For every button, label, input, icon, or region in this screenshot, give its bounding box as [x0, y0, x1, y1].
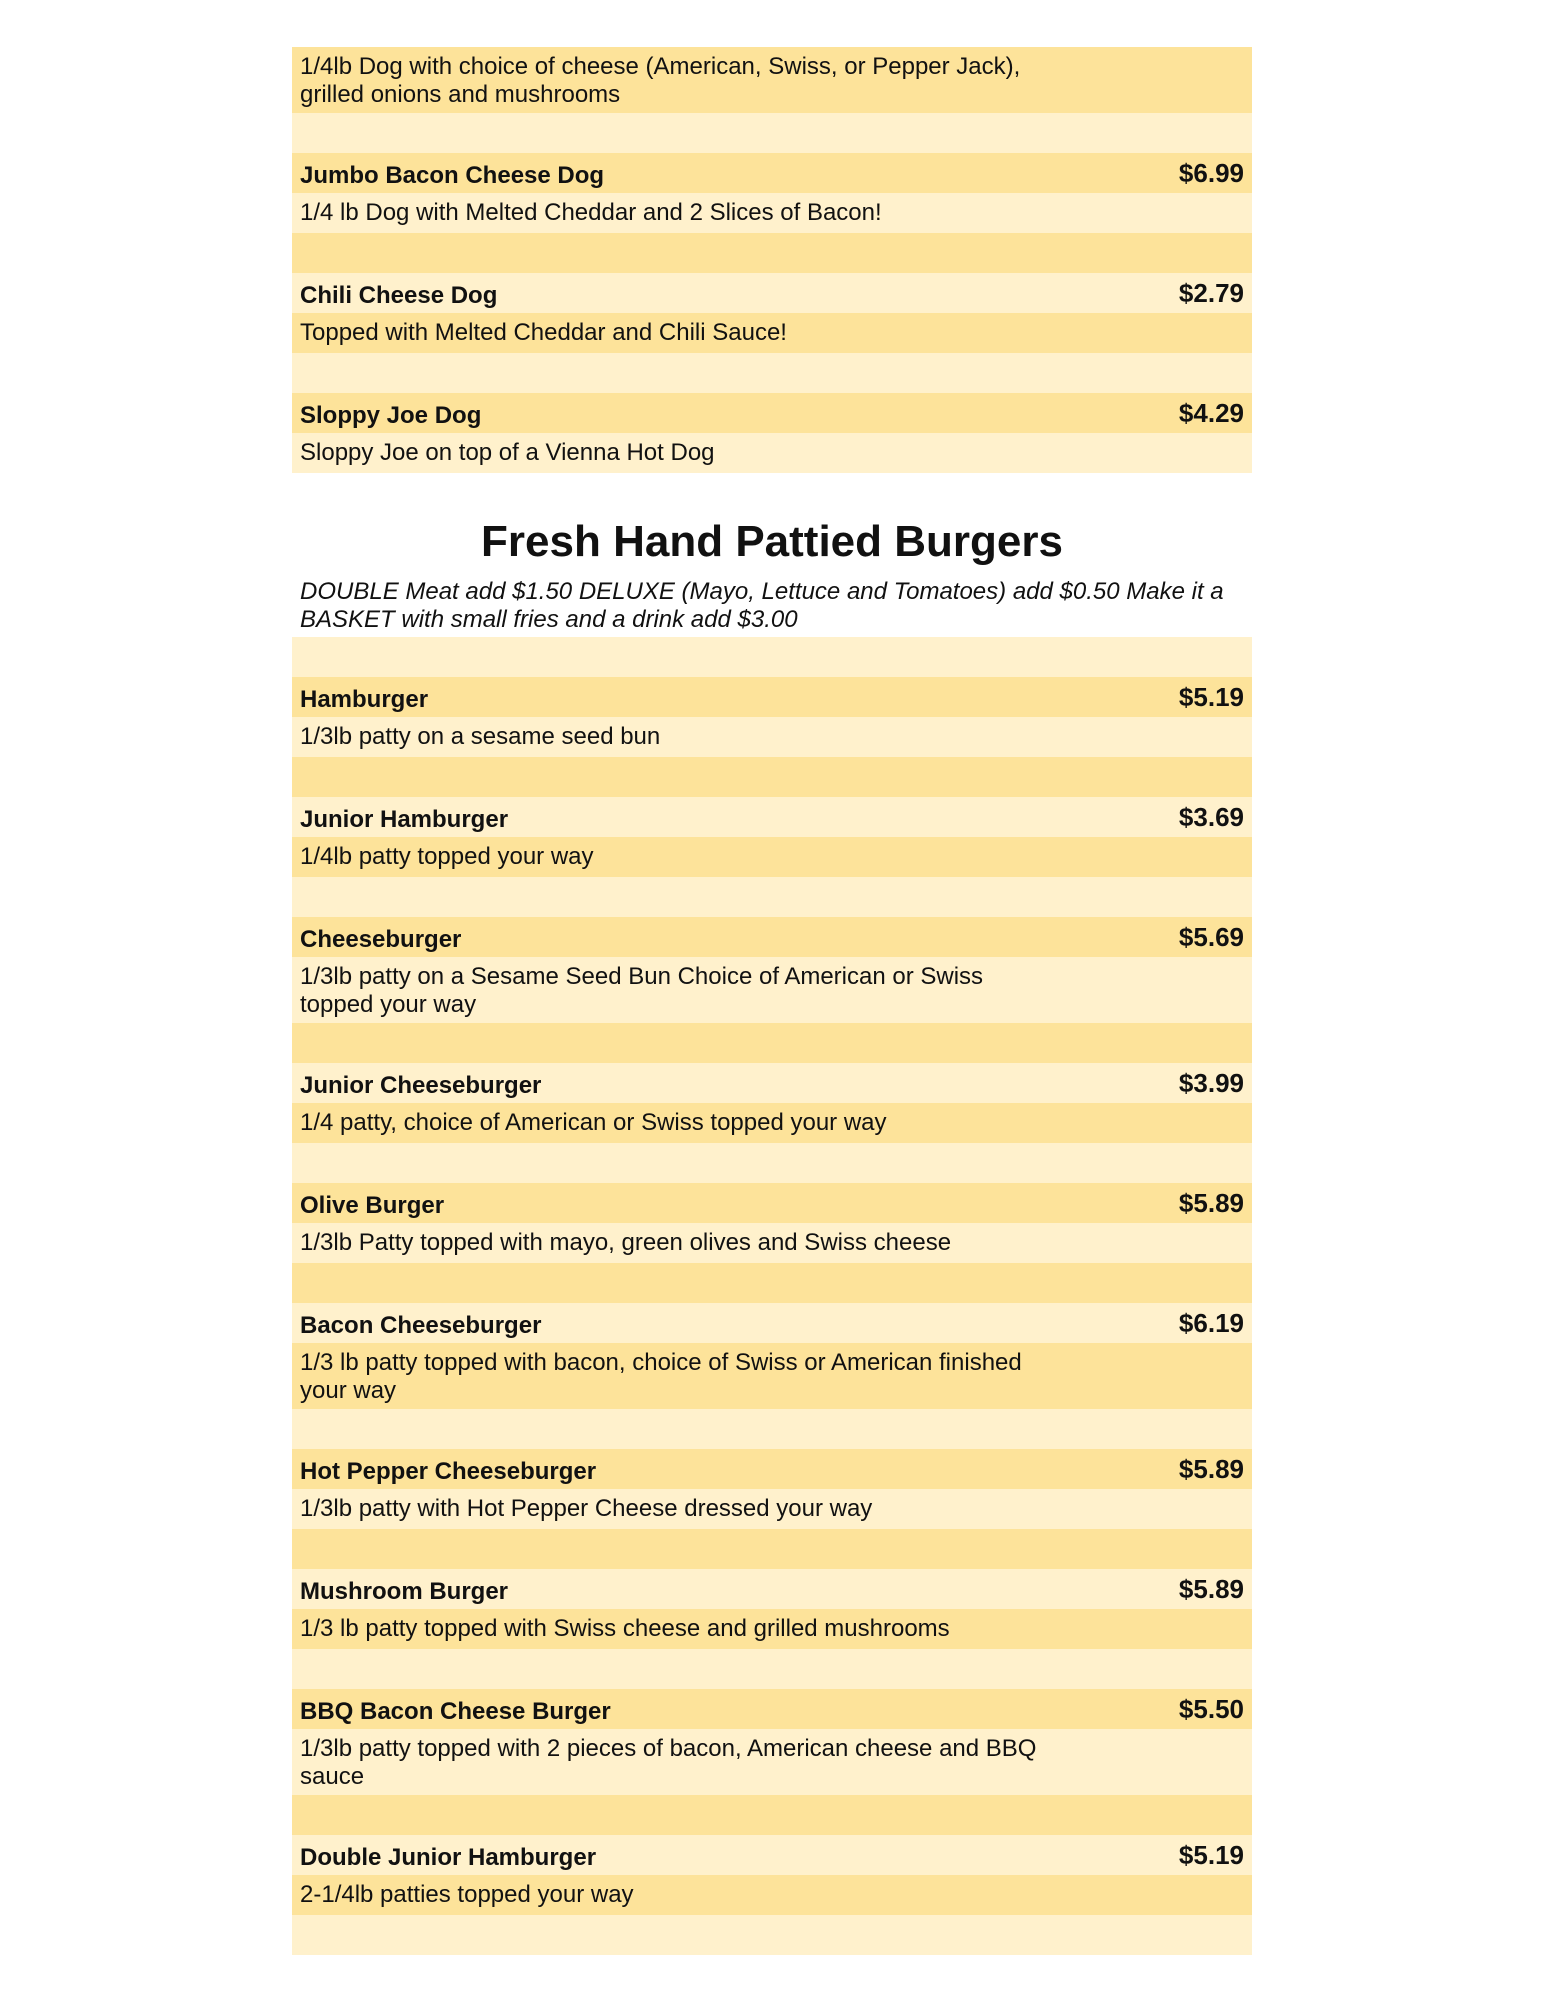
menu-item-mushroom-burger [292, 1569, 1252, 1609]
item-price: $6.99 [1178, 158, 1244, 188]
spacer-row [292, 1529, 1252, 1569]
item-name: Bacon Cheeseburger [300, 1312, 542, 1339]
item-description: 1/3lb patty topped with 2 pieces of bacon, American cheese and BBQ sauce [300, 1735, 1037, 1790]
spacer-row [292, 233, 1252, 273]
item-description: Sloppy Joe on top of a Vienna Hot Dog [300, 439, 715, 466]
item-name: Junior Cheeseburger [300, 1072, 542, 1099]
spacer-row [292, 1795, 1252, 1835]
menu-item-junior-cheeseburger [292, 1063, 1252, 1103]
item-name: Olive Burger [300, 1192, 445, 1219]
menu-item-jumbo-bacon-cheese-dog [292, 153, 1252, 193]
menu-item-description-row [292, 47, 1252, 113]
spacer-row [292, 1143, 1252, 1183]
menu-item-hot-pepper-cheeseburger [292, 1449, 1252, 1489]
item-price: $2.79 [1178, 278, 1244, 308]
menu-item-sloppy-joe-dog [292, 393, 1252, 433]
item-description: 1/3lb patty on a sesame seed bun [300, 723, 661, 750]
menu-item-junior-hamburger [292, 797, 1252, 837]
item-price: $5.19 [1178, 1840, 1244, 1870]
menu-item-hamburger [292, 677, 1252, 717]
item-name: Jumbo Bacon Cheese Dog [300, 162, 605, 189]
menu-item-olive-burger [292, 1183, 1252, 1223]
item-name: Cheeseburger [300, 926, 462, 953]
spacer-row [292, 1023, 1252, 1063]
menu-item-description-row [292, 1223, 1252, 1263]
item-name: Mushroom Burger [300, 1578, 509, 1605]
item-name: BBQ Bacon Cheese Burger [300, 1698, 611, 1725]
item-price: $5.89 [1178, 1188, 1244, 1218]
item-name: Sloppy Joe Dog [300, 402, 482, 429]
menu-item-description-row [292, 433, 1252, 473]
spacer-row [292, 757, 1252, 797]
burger-section [292, 637, 1252, 1955]
menu-item-cheeseburger [292, 917, 1252, 957]
hot-dog-section [292, 47, 1252, 473]
item-name: Junior Hamburger [300, 806, 509, 833]
spacer-row [292, 1915, 1252, 1955]
item-name: Hamburger [300, 686, 429, 713]
item-price: $5.69 [1178, 922, 1244, 952]
item-description: 1/3lb patty with Hot Pepper Cheese dressed your way [300, 1495, 873, 1522]
item-description: 1/4lb patty topped your way [300, 843, 594, 870]
menu-item-description-row [292, 193, 1252, 233]
menu-item-description-row [292, 717, 1252, 757]
menu-item-chili-cheese-dog [292, 273, 1252, 313]
item-description: 1/3lb Patty topped with mayo, green olives and Swiss cheese [300, 1229, 952, 1256]
item-price: $3.99 [1178, 1068, 1244, 1098]
spacer-row [292, 1649, 1252, 1689]
item-price: $5.19 [1178, 682, 1244, 712]
item-price: $5.50 [1178, 1694, 1244, 1724]
menu-item-description-row [292, 1103, 1252, 1143]
item-description: 1/3 lb patty topped with bacon, choice of Swiss or American finished your way [300, 1349, 1022, 1404]
item-description: Topped with Melted Cheddar and Chili Sauce! [300, 319, 787, 346]
item-description: 1/4 lb Dog with Melted Cheddar and 2 Slices of Bacon! [300, 199, 882, 226]
item-description: 1/3lb patty on a Sesame Seed Bun Choice of American or Swiss topped your way [300, 963, 984, 1018]
menu-item-description-row [292, 313, 1252, 353]
menu-item-bacon-cheeseburger [292, 1303, 1252, 1343]
item-description: 1/3 lb patty topped with Swiss cheese and grilled mushrooms [300, 1615, 950, 1642]
menu-item-description-row [292, 1729, 1252, 1795]
item-name: Double Junior Hamburger [300, 1844, 597, 1871]
menu-item-description-row [292, 1489, 1252, 1529]
item-description: 2-1/4lb patties topped your way [300, 1881, 634, 1908]
section-title: Fresh Hand Pattied Burgers [481, 517, 1063, 566]
spacer-row [292, 637, 1252, 677]
item-price: $5.89 [1178, 1574, 1244, 1604]
spacer-row [292, 1263, 1252, 1303]
menu-item-description-row [292, 1875, 1252, 1915]
item-price: $6.19 [1178, 1308, 1244, 1338]
item-description: 1/4 patty, choice of American or Swiss topped your way [300, 1109, 887, 1136]
spacer-row [292, 113, 1252, 153]
menu-item-double-junior-hamburger [292, 1835, 1252, 1875]
item-name: Chili Cheese Dog [300, 282, 498, 309]
spacer-row [292, 353, 1252, 393]
item-description: 1/4lb Dog with choice of cheese (American, Swiss, or Pepper Jack), grilled onions and mushrooms [300, 53, 1021, 108]
item-price: $5.89 [1178, 1454, 1244, 1484]
menu-item-description-row [292, 1343, 1252, 1409]
spacer-row [292, 877, 1252, 917]
section-note: DOUBLE Meat add $1.50 DELUXE (Mayo, Lettuce and Tomatoes) add $0.50 Make it a BASKET with small fries and a drink add $3.00 [300, 578, 1224, 633]
item-price: $4.29 [1178, 398, 1244, 428]
spacer-row [292, 1409, 1252, 1449]
menu-item-description-row [292, 1609, 1252, 1649]
item-name: Hot Pepper Cheeseburger [300, 1458, 597, 1485]
menu-item-description-row [292, 837, 1252, 877]
item-price: $3.69 [1178, 802, 1244, 832]
menu-item-description-row [292, 957, 1252, 1023]
menu-item-bbq-bacon-cheese-burger [292, 1689, 1252, 1729]
